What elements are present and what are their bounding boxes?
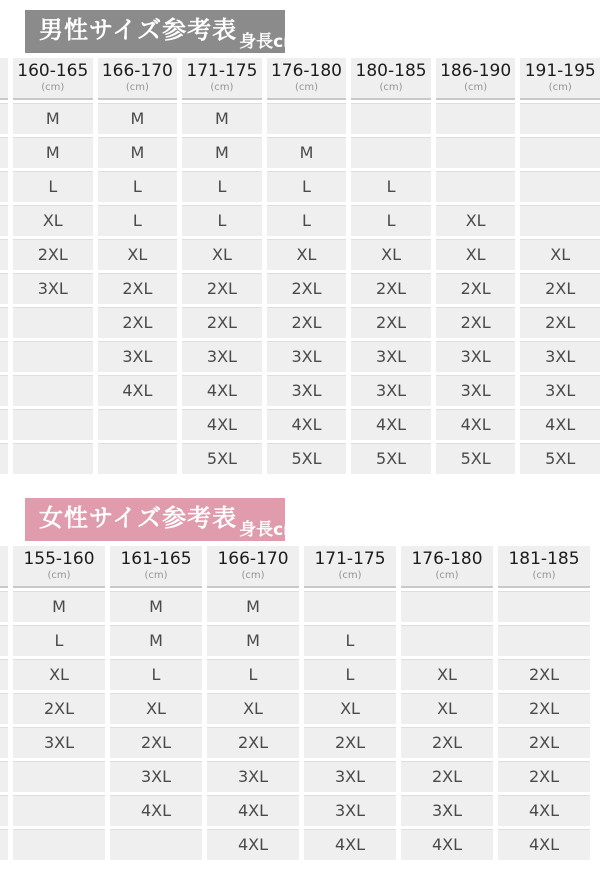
size-cell: XL [207, 693, 299, 724]
size-cell: XL [98, 239, 178, 270]
height-unit-small-label: (cm) [464, 82, 488, 93]
size-cell: 2XL [498, 727, 590, 758]
size-cell: 3XL [13, 273, 93, 304]
cutoff-column-sliver [0, 205, 8, 236]
size-cell: 3XL [401, 795, 493, 826]
height-column-header [520, 58, 600, 100]
size-cell: L [304, 659, 396, 690]
size-cell: 3XL [267, 375, 347, 406]
size-cell: L [182, 171, 262, 202]
size-cell: 4XL [498, 829, 590, 860]
cutoff-column-sliver [0, 591, 8, 622]
size-cell: L [351, 205, 431, 236]
height-range-label: 166-170 [101, 61, 173, 81]
size-cell: 2XL [351, 273, 431, 304]
size-cell: XL [436, 205, 516, 236]
size-cell-empty [98, 443, 178, 474]
height-unit-small-label: (cm) [294, 82, 319, 93]
size-cell: M [207, 625, 299, 656]
height-range-label: 176-180 [411, 549, 483, 569]
height-unit-small-label: (cm) [241, 570, 265, 581]
size-cell-empty [520, 205, 600, 236]
size-cell-empty [498, 591, 590, 622]
size-cell-empty [13, 829, 105, 860]
cutoff-column-sliver [0, 273, 8, 304]
size-cell: 4XL [267, 409, 347, 440]
height-range-label: 176-180 [270, 61, 342, 81]
size-cell-empty [436, 137, 516, 168]
size-cell: M [98, 137, 178, 168]
size-cell: 2XL [520, 273, 600, 304]
size-cell-empty [13, 375, 93, 406]
size-cell: 2XL [498, 761, 590, 792]
size-cell: 4XL [182, 375, 262, 406]
mens-table-title: 男性サイズ参考表 [39, 16, 238, 44]
size-cell-empty [304, 591, 396, 622]
size-cell: 4XL [520, 409, 600, 440]
cutoff-column-sliver [0, 693, 8, 724]
size-cell: M [182, 103, 262, 134]
size-cell: L [110, 659, 202, 690]
size-cell-empty [13, 761, 105, 792]
height-column-header [13, 546, 105, 588]
height-range-label: 160-165 [17, 61, 89, 81]
womens-size-section [0, 474, 600, 860]
size-cell: XL [401, 659, 493, 690]
height-column-header [13, 58, 93, 100]
cutoff-column-sliver [0, 239, 8, 270]
height-range-label: 171-175 [186, 61, 258, 81]
size-cell: 3XL [267, 341, 347, 372]
size-cell: 2XL [520, 307, 600, 338]
size-cell: 3XL [304, 795, 396, 826]
height-range-label: 186-190 [440, 61, 512, 81]
height-unit-small-label: (cm) [47, 570, 71, 581]
size-cell: 2XL [267, 307, 347, 338]
size-cell: L [304, 625, 396, 656]
size-cell-empty [520, 103, 600, 134]
size-cell: 2XL [207, 727, 299, 758]
mens-size-grid [0, 58, 600, 474]
size-cell: 2XL [498, 693, 590, 724]
height-column-header [98, 58, 178, 100]
cutoff-column-sliver [0, 375, 8, 406]
size-cell-empty [436, 171, 516, 202]
height-unit-small-label: (cm) [379, 82, 403, 93]
height-range-label: 171-175 [314, 549, 386, 569]
cutoff-column-sliver [0, 307, 8, 338]
cutoff-column-sliver [0, 727, 8, 758]
size-cell: 5XL [520, 443, 600, 474]
size-cell: 2XL [436, 273, 516, 304]
size-cell: XL [304, 693, 396, 724]
cutoff-column-sliver [0, 171, 8, 202]
size-cell: XL [13, 659, 105, 690]
cutoff-column-sliver [0, 795, 8, 826]
size-cell: 3XL [98, 341, 178, 372]
size-cell: L [98, 171, 178, 202]
size-cell: 4XL [498, 795, 590, 826]
size-cell: 5XL [436, 443, 516, 474]
size-cell: L [267, 171, 347, 202]
size-cell: 2XL [13, 239, 93, 270]
size-cell: XL [436, 239, 516, 270]
mens-height-unit-label: 身長cm [239, 32, 301, 52]
size-cell-empty [401, 625, 493, 656]
size-cell: L [13, 625, 105, 656]
size-cell-empty [436, 103, 516, 134]
size-cell: 2XL [498, 659, 590, 690]
height-range-label: 155-160 [23, 549, 95, 569]
size-cell-empty [520, 171, 600, 202]
size-cell: 2XL [98, 273, 178, 304]
size-cell: L [98, 205, 178, 236]
size-cell-empty [351, 137, 431, 168]
cutoff-column-sliver [0, 659, 8, 690]
womens-table-title-box [25, 498, 301, 541]
height-column-header [267, 58, 347, 100]
mens-table-title-box [25, 10, 301, 53]
height-range-label: 161-165 [120, 549, 192, 569]
size-cell: 3XL [110, 761, 202, 792]
cutoff-column-sliver [0, 625, 8, 656]
size-cell-empty [351, 103, 431, 134]
height-column-header [401, 546, 493, 588]
size-cell: 3XL [436, 375, 516, 406]
size-cell: XL [401, 693, 493, 724]
height-column-header [110, 546, 202, 588]
size-cell: L [267, 205, 347, 236]
size-cell: XL [520, 239, 600, 270]
womens-size-grid [0, 546, 590, 860]
size-cell-empty [498, 625, 590, 656]
size-cell: M [110, 625, 202, 656]
size-cell: 3XL [351, 341, 431, 372]
size-cell: XL [267, 239, 347, 270]
height-unit-small-label: (cm) [210, 82, 234, 93]
size-cell-empty [98, 409, 178, 440]
cutoff-column-sliver [0, 341, 8, 372]
size-cell: 2XL [401, 727, 493, 758]
size-cell: M [182, 137, 262, 168]
size-cell: XL [13, 205, 93, 236]
size-cell: XL [182, 239, 262, 270]
cutoff-column-sliver [0, 829, 8, 860]
height-column-header [351, 58, 431, 100]
size-cell: M [13, 591, 105, 622]
cutoff-column-sliver [0, 409, 8, 440]
cutoff-column-sliver [0, 137, 8, 168]
size-cell: 2XL [13, 693, 105, 724]
size-cell: XL [351, 239, 431, 270]
height-unit-small-label: (cm) [338, 570, 362, 581]
size-cell-empty [401, 591, 493, 622]
size-cell: 3XL [436, 341, 516, 372]
height-unit-small-label: (cm) [144, 570, 168, 581]
height-range-label: 191-195 [524, 61, 596, 81]
size-cell: L [351, 171, 431, 202]
size-cell: 2XL [182, 273, 262, 304]
size-cell: 3XL [520, 341, 600, 372]
size-cell: 4XL [436, 409, 516, 440]
height-unit-small-label: (cm) [435, 570, 459, 581]
size-cell: 3XL [13, 727, 105, 758]
size-cell: 2XL [182, 307, 262, 338]
size-cell-empty [267, 103, 347, 134]
size-cell: M [13, 103, 93, 134]
size-cell-empty [110, 829, 202, 860]
size-cell: L [182, 205, 262, 236]
size-cell: 2XL [351, 307, 431, 338]
height-range-label: 181-185 [508, 549, 580, 569]
size-cell: 4XL [207, 795, 299, 826]
size-cell: L [207, 659, 299, 690]
size-cell: M [207, 591, 299, 622]
size-cell: 4XL [304, 829, 396, 860]
size-cell: 2XL [267, 273, 347, 304]
size-cell: 3XL [520, 375, 600, 406]
size-cell-empty [13, 443, 93, 474]
size-cell-empty [520, 137, 600, 168]
womens-height-unit-label: 身長cm [239, 520, 301, 540]
size-cell: 4XL [98, 375, 178, 406]
size-cell: 4XL [207, 829, 299, 860]
height-unit-small-label: (cm) [41, 82, 65, 93]
size-cell: M [110, 591, 202, 622]
height-column-header [304, 546, 396, 588]
cutoff-column-sliver [0, 546, 8, 588]
womens-table-title: 女性サイズ参考表 [39, 504, 238, 532]
size-cell: 4XL [351, 409, 431, 440]
height-unit-small-label: (cm) [532, 570, 556, 581]
size-cell: M [267, 137, 347, 168]
size-cell: 5XL [182, 443, 262, 474]
size-cell: 2XL [98, 307, 178, 338]
size-cell: 3XL [351, 375, 431, 406]
size-cell: 2XL [401, 761, 493, 792]
size-cell: 2XL [304, 727, 396, 758]
size-cell-empty [13, 795, 105, 826]
size-cell: 3XL [304, 761, 396, 792]
cutoff-column-sliver [0, 58, 8, 100]
size-cell-empty [13, 341, 93, 372]
cutoff-column-sliver [0, 443, 8, 474]
size-cell: 4XL [401, 829, 493, 860]
size-cell: 2XL [110, 727, 202, 758]
height-column-header [436, 58, 516, 100]
size-cell: M [13, 137, 93, 168]
height-unit-small-label: (cm) [548, 82, 572, 93]
size-cell: 3XL [182, 341, 262, 372]
size-cell: 5XL [267, 443, 347, 474]
size-cell: 2XL [436, 307, 516, 338]
size-cell: 4XL [110, 795, 202, 826]
size-cell: 5XL [351, 443, 431, 474]
height-range-label: 166-170 [217, 549, 289, 569]
cutoff-column-sliver [0, 761, 8, 792]
height-column-header [182, 58, 262, 100]
size-cell-empty [13, 409, 93, 440]
height-column-header [207, 546, 299, 588]
height-unit-small-label: (cm) [125, 82, 149, 93]
size-cell: XL [110, 693, 202, 724]
size-cell: 3XL [207, 761, 299, 792]
cutoff-column-sliver [0, 103, 8, 134]
size-cell: L [13, 171, 93, 202]
height-column-header [498, 546, 590, 588]
size-cell-empty [13, 307, 93, 338]
size-cell: 4XL [182, 409, 262, 440]
size-cell: M [98, 103, 178, 134]
height-range-label: 180-185 [355, 61, 427, 81]
